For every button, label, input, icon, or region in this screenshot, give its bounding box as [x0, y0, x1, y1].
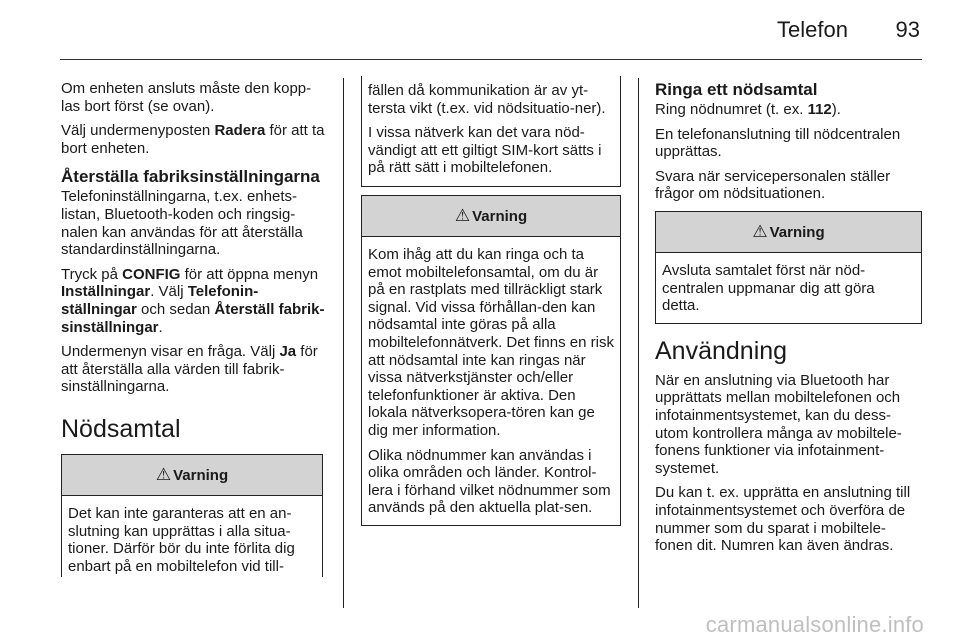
- paragraph: Undermenyn visar en fråga. Välj Ja för att återställa alla värden till fabrik-sinställningarna.: [61, 343, 318, 396]
- paragraph: Du kan t. ex. upprätta en anslutning till infotainmentsystemet och överföra de nummer som du sparat i mobiltele-fonen dit. Numren kan även ändras.: [655, 484, 911, 555]
- paragraph: Välj undermenyposten Radera för att ta bort enheten.: [61, 122, 325, 157]
- warning-triangle-icon: ⚠: [454, 205, 471, 225]
- paragraph: Svara när servicepersonalen ställer frågor om nödsituationen.: [655, 167, 891, 203]
- warning-header: ⚠ Varning: [362, 196, 620, 237]
- section-heading-emergency: Nödsamtal: [61, 414, 181, 443]
- warning-text: I vissa nätverk kan det vara nöd-vändigt att ett giltigt SIM-kort sätts i på rätt sätt i mobiltelefonen.: [368, 124, 602, 177]
- warning-text: Kom ihåg att du kan ringa och ta emot mobiltelefonsamtal, om du är på en rastplats med tillräckligt stark signal. Vid vissa förhållan-den kan nödsamtal inte göras på alla mobiltelefonnätverk. Det finns en risk att nödsamtal inte kan ringas när vissa nätverkstjänster och/eller telefonfunktioner är aktiva. Den lokala nätverksopera-tören kan ge dig mer information.: [368, 245, 614, 439]
- watermark: carmanualsonline.info: [705, 612, 924, 637]
- paragraph: En telefonanslutning till nödcentralen upprättas.: [655, 125, 901, 161]
- warning-text: Olika nödnummer kan användas i olika områden och länder. Kontrol-lera i förhand vilket nödnummer som används på den aktuella plat-sen.: [368, 446, 611, 517]
- warning-box: [361, 195, 621, 526]
- column-2: [361, 76, 621, 526]
- warning-text: Det kan inte garanteras att en an-slutning kan upprättas i alla situa-tioner. Därför bör du inte förlita dig enbart på en mobiltelefon vid till-: [68, 504, 295, 575]
- warning-body: [62, 496, 322, 577]
- section-heading-usage: Användning: [655, 336, 788, 365]
- warning-box: [61, 454, 323, 577]
- paragraph: Tryck på CONFIG för att öppna menyn Inställningar. Välj Telefonin-ställningar och sedan Återställ fabrik-sinställningar.: [61, 265, 325, 336]
- warning-text: fällen då kommunikation är av yt-tersta vikt (t.ex. vid nödsituatio-ner).: [368, 82, 606, 117]
- warning-box-continued: [361, 76, 621, 187]
- warning-triangle-icon: ⚠: [752, 221, 768, 241]
- paragraph: Telefoninställningarna, t.ex. enhets-listan, Bluetooth-koden och ringsig-nalen kan användas för att återställa standardinställningarna.: [61, 188, 303, 259]
- header-rule: [60, 59, 922, 60]
- warning-body: [362, 237, 620, 525]
- page-header: [0, 0, 960, 60]
- warning-text: Avsluta samtalet först när nöd-centralen uppmanar dig att göra detta.: [662, 261, 875, 315]
- warning-box: [655, 211, 922, 324]
- page-number: 93: [895, 17, 920, 42]
- section-heading-factory-reset: Återställa fabriksinställningarna: [61, 167, 320, 187]
- column-1: [61, 80, 326, 577]
- paragraph: När en anslutning via Bluetooth har upprättats mellan mobiltelefonen och infotainmentsystemet, kan du dess-utom kontrollera många av mobiltele-fonens funktioner via infotainment-systemet.: [655, 371, 902, 477]
- column-divider-2: [638, 78, 639, 608]
- warning-triangle-icon: ⚠: [155, 464, 172, 484]
- column-3: [655, 80, 922, 562]
- section-heading-emergency-call: Ringa ett nödsamtal: [655, 80, 818, 99]
- warning-header: ⚠ Varning: [62, 455, 322, 496]
- column-divider-1: [343, 78, 344, 608]
- warning-body: [656, 253, 921, 323]
- warning-header: ⚠ Varning: [656, 212, 921, 253]
- paragraph: Ring nödnumret (t. ex. 112).: [655, 101, 841, 118]
- page-title: Telefon: [777, 17, 848, 42]
- paragraph: Om enheten ansluts måste den kopp-las bort först (se ovan).: [61, 80, 312, 115]
